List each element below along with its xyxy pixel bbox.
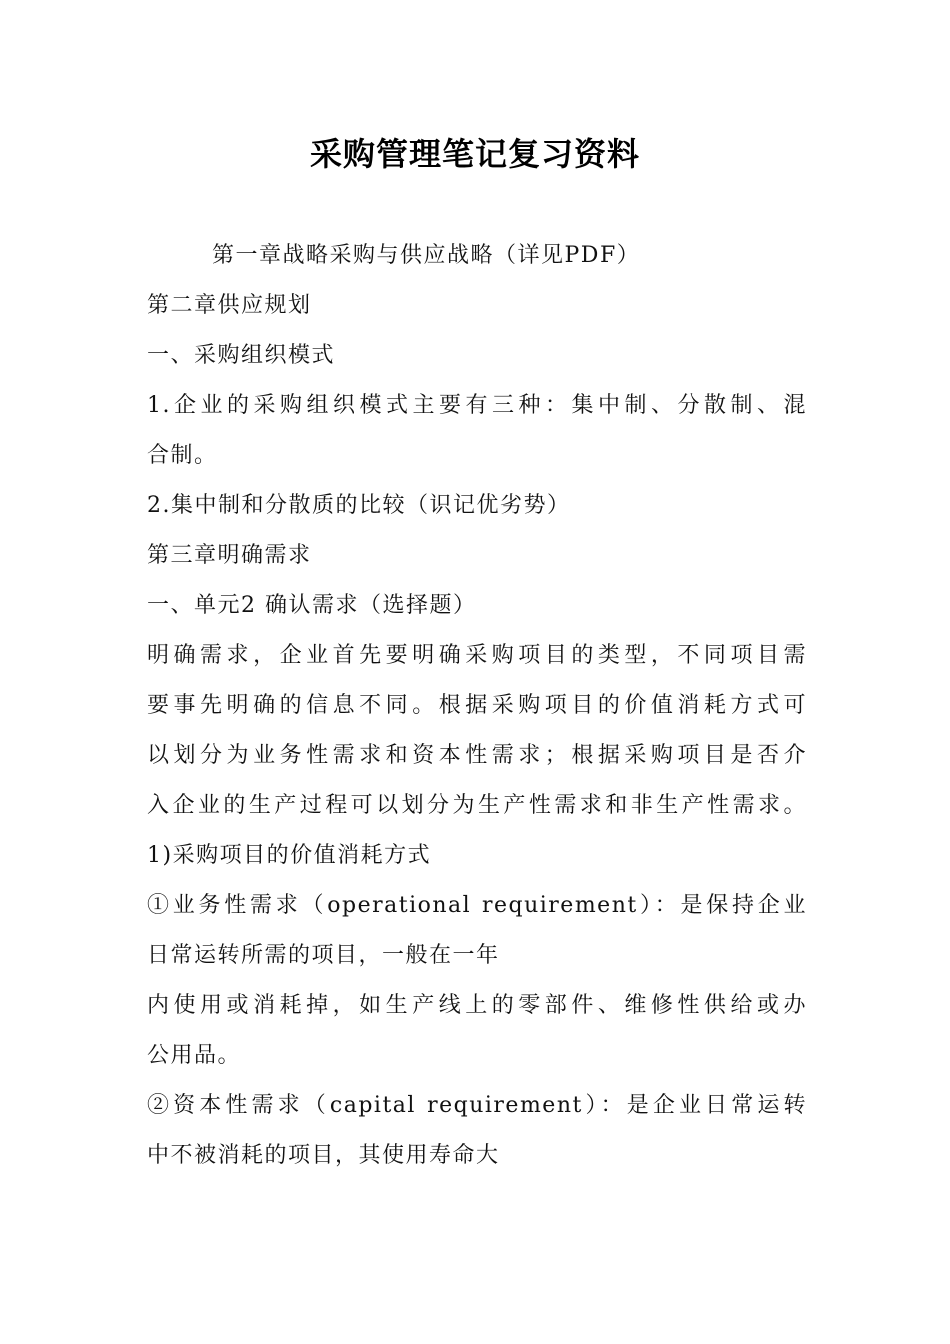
chapter-2-heading: 第二章供应规划 (147, 293, 312, 318)
document-title: 采购管理笔记复习资料 (309, 135, 640, 173)
chapter-3-heading: 第三章明确需求 (147, 543, 312, 568)
paragraph-line: 1.企业的采购组织模式主要有三种：集中制、分散制、混 (147, 393, 807, 418)
paragraph-line: 明确需求，企业首先要明确采购项目的类型，不同项目需 (147, 643, 807, 668)
section-heading: 一、采购组织模式 (147, 343, 336, 368)
paragraph-line: 公用品。 (147, 1043, 242, 1068)
paragraph-line: 入企业的生产过程可以划分为生产性需求和非生产性需求。 (147, 793, 807, 818)
list-item: ②资本性需求（capital requirement）：是企业日常运转 (147, 1093, 807, 1118)
paragraph-line: 中不被消耗的项目，其使用寿命大 (147, 1143, 500, 1168)
paragraph-line: 以划分为业务性需求和资本性需求；根据采购项目是否介 (147, 743, 807, 768)
paragraph-line: 2.集中制和分散质的比较（识记优劣势） (147, 493, 571, 518)
section-heading: 一、单元2 确认需求（选择题） (147, 593, 477, 618)
paragraph-line: 合制。 (147, 443, 218, 468)
list-heading: 1)采购项目的价值消耗方式 (147, 843, 432, 868)
paragraph-line: 日常运转所需的项目，一般在一年 (147, 943, 500, 968)
chapter-1-heading: 第一章战略采购与供应战略（详见PDF） (212, 243, 641, 268)
paragraph-line: 要事先明确的信息不同。根据采购项目的价值消耗方式可 (147, 693, 807, 718)
paragraph-line: 内使用或消耗掉，如生产线上的零部件、维修性供给或办 (147, 993, 807, 1018)
list-item: ①业务性需求（operational requirement）：是保持企业 (147, 893, 807, 918)
